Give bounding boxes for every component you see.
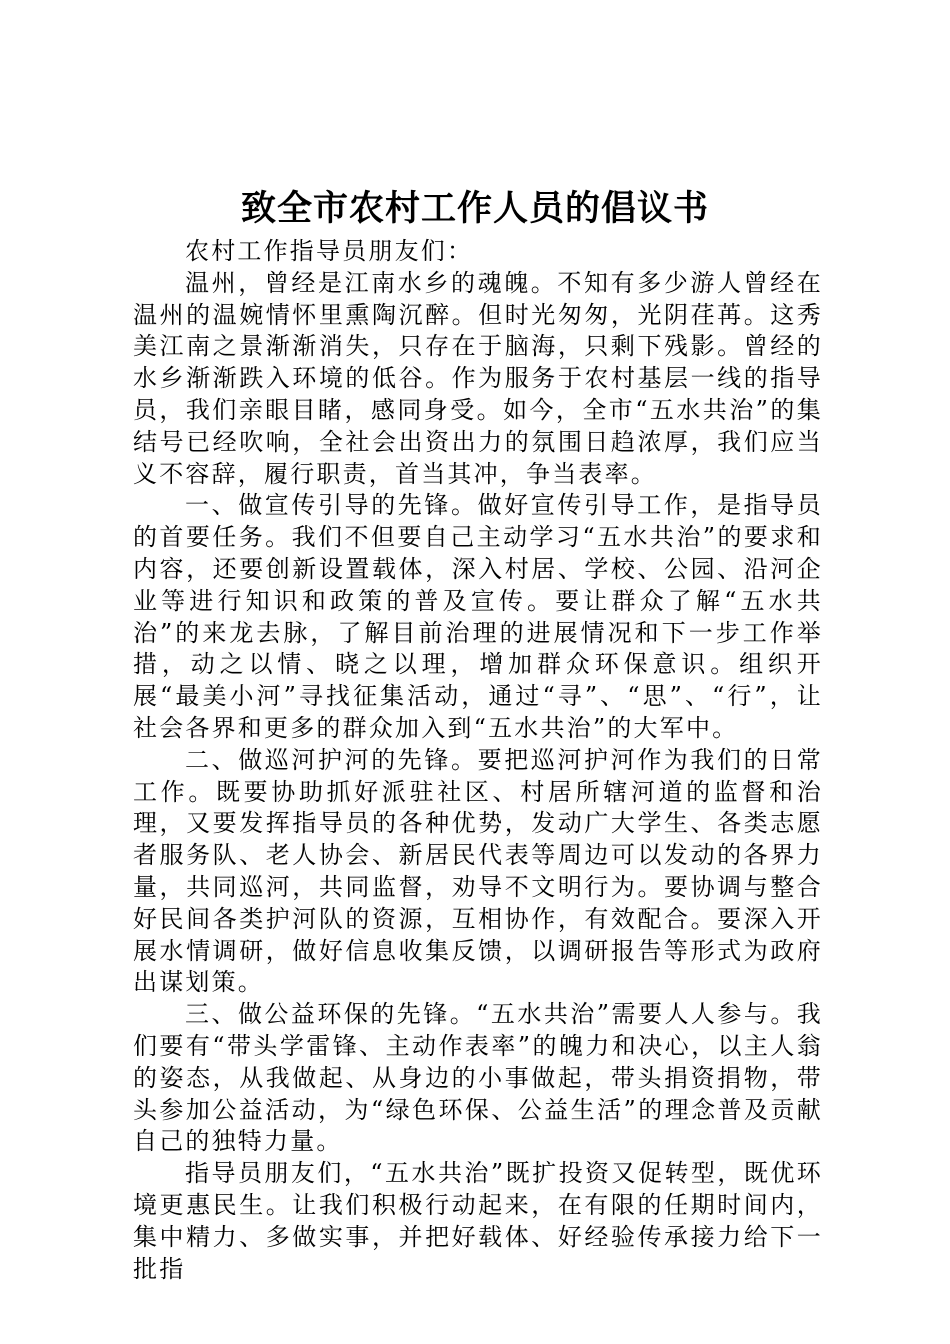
paragraph: 三、做公益环保的先锋。“五水共治”需要人人参与。我们要有“带头学雷锋、主动作表率”的魄力和决心，以主人翁的姿态，从我做起、从身边的小事做起，带头捐资捐物，带头参加公益活动，为“绿色环保、公益生活”的理念普及贡献自己的独特力量。 — [133, 1000, 823, 1156]
salutation: 农村工作指导员朋友们： — [185, 237, 474, 265]
document-title: 致全市农村工作人员的倡议书 — [240, 189, 709, 229]
paragraph: 指导员朋友们，“五水共治”既扩投资又促转型，既优环境更惠民生。让我们积极行动起来，在有限的任期时间内，集中精力、多做实事，并把好载体、好经验传承接力给下一批指 — [133, 1159, 823, 1283]
document-body — [133, 236, 823, 1285]
paragraph: 温州，曾经是江南水乡的魂魄。不知有多少游人曾经在温州的温婉情怀里熏陶沉醉。但时光匆匆，光阴荏苒。这秀美江南之景渐渐消失，只存在于脑海，只剩下残影。曾经的水乡渐渐跌入环境的低谷。作为服务于农村基层一线的指导员，我们亲眼目睹，感同身受。如今，全市“五水共治”的集结号已经吹响，全社会出资出力的氛围日趋浓厚，我们应当义不容辞，履行职责，首当其冲，争当表率。 — [133, 268, 823, 488]
paragraph: 二、做巡河护河的先锋。要把巡河护河作为我们的日常工作。既要协助抓好派驻社区、村居所辖河道的监督和治理，又要发挥指导员的各种优势，发动广大学生、各类志愿者服务队、老人协会、新居民代表等周边可以发动的各界力量，共同巡河，共同监督，劝导不文明行为。要协调与整合好民间各类护河队的资源，互相协作，有效配合。要深入开展水情调研，做好信息收集反馈，以调研报告等形式为政府出谋划策。 — [133, 745, 823, 997]
paragraph: 一、做宣传引导的先锋。做好宣传引导工作，是指导员的首要任务。我们不但要自己主动学习“五水共治”的要求和内容，还要创新设置载体，深入村居、学校、公园、沿河企业等进行知识和政策的普及宣传。要让群众了解“五水共治”的来龙去脉，了解目前治理的进展情况和下一步工作举措，动之以情、晓之以理，增加群众环保意识。组织开展“最美小河”寻找征集活动，通过“寻”、“思”、“行”，让社会各界和更多的群众加入到“五水共治”的大军中。 — [133, 491, 823, 742]
